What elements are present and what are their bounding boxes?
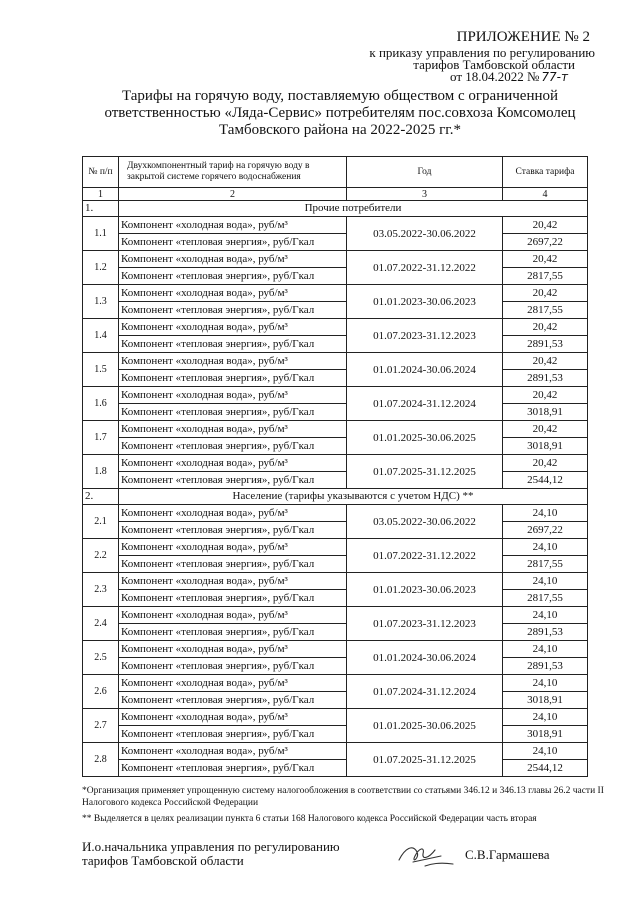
component-thermal-energy: Компонент «тепловая энергия», руб/Гкал xyxy=(119,472,347,489)
tariff-period: 01.07.2024-31.12.2024 xyxy=(347,387,503,421)
rate-cold-water: 20,42 xyxy=(503,319,588,336)
rate-thermal-energy: 2817,55 xyxy=(503,556,588,573)
rate-cold-water: 24,10 xyxy=(503,709,588,726)
tariff-period: 01.07.2025-31.12.2025 xyxy=(347,455,503,489)
table-row xyxy=(83,658,588,675)
rate-cold-water: 20,42 xyxy=(503,285,588,302)
footnote-vat: ** Выделяется в целях реализации пункта 6 статьи 168 Налогового кодекса Российской Федерации часть вторая xyxy=(82,814,537,824)
row-number: 2.6 xyxy=(83,675,119,709)
component-cold-water: Компонент «холодная вода», руб/м³ xyxy=(119,387,347,404)
component-thermal-energy: Компонент «тепловая энергия», руб/Гкал xyxy=(119,404,347,421)
row-number: 1.1 xyxy=(83,217,119,251)
table-row xyxy=(83,336,588,353)
table-row xyxy=(83,370,588,387)
component-cold-water: Компонент «холодная вода», руб/м³ xyxy=(119,743,347,760)
row-number: 2.2 xyxy=(83,539,119,573)
column-number-row xyxy=(83,188,588,201)
table-row xyxy=(83,234,588,251)
section-row xyxy=(83,201,588,217)
rate-thermal-energy: 2544,12 xyxy=(503,760,588,777)
table-row xyxy=(83,455,588,472)
component-cold-water: Компонент «холодная вода», руб/м³ xyxy=(119,641,347,658)
row-number: 1.7 xyxy=(83,421,119,455)
row-number: 1.2 xyxy=(83,251,119,285)
rate-thermal-energy: 2817,55 xyxy=(503,268,588,285)
row-number: 2.1 xyxy=(83,505,119,539)
tariff-period: 01.01.2023-30.06.2023 xyxy=(347,573,503,607)
table-row xyxy=(83,743,588,760)
handwritten-signature xyxy=(395,838,457,872)
table-row xyxy=(83,438,588,455)
order-reference-line2: тарифов Тамбовской области xyxy=(413,57,575,72)
order-reference-line1: к приказу управления по регулированию xyxy=(369,45,595,60)
rate-thermal-energy: 3018,91 xyxy=(503,438,588,455)
component-thermal-energy: Компонент «тепловая энергия», руб/Гкал xyxy=(119,234,347,251)
component-thermal-energy: Компонент «тепловая энергия», руб/Гкал xyxy=(119,726,347,743)
row-number: 2.4 xyxy=(83,607,119,641)
rate-cold-water: 20,42 xyxy=(503,251,588,268)
component-thermal-energy: Компонент «тепловая энергия», руб/Гкал xyxy=(119,370,347,387)
tariff-period: 01.07.2022-31.12.2022 xyxy=(347,251,503,285)
tariff-period: 01.01.2025-30.06.2025 xyxy=(347,421,503,455)
row-number: 1.6 xyxy=(83,387,119,421)
row-number: 1.8 xyxy=(83,455,119,489)
tariff-period: 01.01.2024-30.06.2024 xyxy=(347,353,503,387)
table-row xyxy=(83,302,588,319)
column-number: 3 xyxy=(347,188,503,201)
order-number-handwritten: 77-т xyxy=(541,70,568,84)
tariff-table xyxy=(82,156,588,777)
section-number: 2. xyxy=(83,489,119,505)
document-title xyxy=(100,88,580,139)
component-thermal-energy: Компонент «тепловая энергия», руб/Гкал xyxy=(119,336,347,353)
column-number: 1 xyxy=(83,188,119,201)
component-cold-water: Компонент «холодная вода», руб/м³ xyxy=(119,421,347,438)
header-row xyxy=(83,157,588,188)
row-number: 2.8 xyxy=(83,743,119,777)
table-row xyxy=(83,217,588,234)
rate-thermal-energy: 3018,91 xyxy=(503,726,588,743)
component-thermal-energy: Компонент «тепловая энергия», руб/Гкал xyxy=(119,760,347,777)
footnotes xyxy=(82,785,612,825)
table-row xyxy=(83,539,588,556)
table-row xyxy=(83,590,588,607)
tariff-period: 01.01.2025-30.06.2025 xyxy=(347,709,503,743)
order-date: от 18.04.2022 № xyxy=(449,69,540,84)
component-cold-water: Компонент «холодная вода», руб/м³ xyxy=(119,353,347,370)
table-row xyxy=(83,641,588,658)
tariff-period: 03.05.2022-30.06.2022 xyxy=(347,505,503,539)
component-cold-water: Компонент «холодная вода», руб/м³ xyxy=(119,539,347,556)
row-number: 2.7 xyxy=(83,709,119,743)
rate-thermal-energy: 3018,91 xyxy=(503,404,588,421)
tariff-period: 01.01.2024-30.06.2024 xyxy=(347,641,503,675)
rate-cold-water: 20,42 xyxy=(503,455,588,472)
header-number: № п/п xyxy=(83,157,119,188)
component-cold-water: Компонент «холодная вода», руб/м³ xyxy=(119,285,347,302)
row-number: 1.4 xyxy=(83,319,119,353)
table-row xyxy=(83,624,588,641)
section-row xyxy=(83,489,588,505)
table-row xyxy=(83,760,588,777)
tariff-period: 01.07.2023-31.12.2023 xyxy=(347,319,503,353)
table-row xyxy=(83,387,588,404)
position-line2: тарифов Тамбовской области xyxy=(82,853,244,868)
rate-cold-water: 24,10 xyxy=(503,573,588,590)
header-tariff: Двухкомпонентный тариф на горячую воду в закрытой системе горячего водоснабжения xyxy=(119,157,347,188)
component-thermal-energy: Компонент «тепловая энергия», руб/Гкал xyxy=(119,522,347,539)
table-row xyxy=(83,285,588,302)
component-thermal-energy: Компонент «тепловая энергия», руб/Гкал xyxy=(119,658,347,675)
rate-thermal-energy: 2817,55 xyxy=(503,302,588,319)
component-cold-water: Компонент «холодная вода», руб/м³ xyxy=(119,319,347,336)
table-row xyxy=(83,692,588,709)
title-line2: ответственностью «Ляда-Сервис» потребителям пос.совхоза Комсомолец xyxy=(104,105,576,121)
table-row xyxy=(83,675,588,692)
rate-cold-water: 20,42 xyxy=(503,387,588,404)
header-year: Год xyxy=(347,157,503,188)
tariff-period: 01.01.2023-30.06.2023 xyxy=(347,285,503,319)
table-row xyxy=(83,505,588,522)
signer-name: С.В.Гармашева xyxy=(465,847,550,862)
rate-thermal-energy: 2891,53 xyxy=(503,370,588,387)
tariff-period: 01.07.2022-31.12.2022 xyxy=(347,539,503,573)
component-cold-water: Компонент «холодная вода», руб/м³ xyxy=(119,251,347,268)
rate-thermal-energy: 2891,53 xyxy=(503,624,588,641)
table-row xyxy=(83,319,588,336)
rate-thermal-energy: 2697,22 xyxy=(503,522,588,539)
section-title: Прочие потребители xyxy=(119,201,588,217)
rate-thermal-energy: 2817,55 xyxy=(503,590,588,607)
rate-thermal-energy: 3018,91 xyxy=(503,692,588,709)
rate-thermal-energy: 2544,12 xyxy=(503,472,588,489)
component-cold-water: Компонент «холодная вода», руб/м³ xyxy=(119,709,347,726)
section-number: 1. xyxy=(83,201,119,217)
appendix-title: ПРИЛОЖЕНИЕ № 2 xyxy=(456,29,590,45)
position-line1: И.о.начальника управления по регулированию xyxy=(82,839,340,854)
tariff-period: 03.05.2022-30.06.2022 xyxy=(347,217,503,251)
component-cold-water: Компонент «холодная вода», руб/м³ xyxy=(119,455,347,472)
component-thermal-energy: Компонент «тепловая энергия», руб/Гкал xyxy=(119,556,347,573)
component-cold-water: Компонент «холодная вода», руб/м³ xyxy=(119,505,347,522)
table-row xyxy=(83,607,588,624)
tariff-period: 01.07.2025-31.12.2025 xyxy=(347,743,503,777)
row-number: 2.5 xyxy=(83,641,119,675)
table-row xyxy=(83,353,588,370)
rate-cold-water: 24,10 xyxy=(503,675,588,692)
component-cold-water: Компонент «холодная вода», руб/м³ xyxy=(119,217,347,234)
table-row xyxy=(83,268,588,285)
table-row xyxy=(83,251,588,268)
table-row xyxy=(83,556,588,573)
component-thermal-energy: Компонент «тепловая энергия», руб/Гкал xyxy=(119,624,347,641)
table-row xyxy=(83,421,588,438)
column-number: 4 xyxy=(503,188,588,201)
component-thermal-energy: Компонент «тепловая энергия», руб/Гкал xyxy=(119,438,347,455)
table-row xyxy=(83,522,588,539)
component-thermal-energy: Компонент «тепловая энергия», руб/Гкал xyxy=(119,268,347,285)
signatory-position xyxy=(82,840,340,868)
table-row xyxy=(83,709,588,726)
rate-cold-water: 24,10 xyxy=(503,743,588,760)
title-line1: Тарифы на горячую воду, поставляемую обществом с ограниченной xyxy=(121,88,559,104)
column-number: 2 xyxy=(119,188,347,201)
rate-thermal-energy: 2697,22 xyxy=(503,234,588,251)
row-number: 1.5 xyxy=(83,353,119,387)
tariff-period: 01.07.2023-31.12.2023 xyxy=(347,607,503,641)
header-rate: Ставка тарифа xyxy=(503,157,588,188)
component-cold-water: Компонент «холодная вода», руб/м³ xyxy=(119,607,347,624)
title-line3: Тамбовского района на 2022-2025 гг.* xyxy=(219,122,461,138)
rate-thermal-energy: 2891,53 xyxy=(503,658,588,675)
table-header xyxy=(83,157,588,188)
rate-thermal-energy: 2891,53 xyxy=(503,336,588,353)
section-title: Население (тарифы указываются с учетом НДС) ** xyxy=(119,489,588,505)
rate-cold-water: 20,42 xyxy=(503,421,588,438)
component-thermal-energy: Компонент «тепловая энергия», руб/Гкал xyxy=(119,692,347,709)
order-date-line xyxy=(450,70,568,84)
component-cold-water: Компонент «холодная вода», руб/м³ xyxy=(119,675,347,692)
rate-cold-water: 20,42 xyxy=(503,353,588,370)
rate-cold-water: 24,10 xyxy=(503,641,588,658)
footnote-tax-system: *Организация применяет упрощенную систему налогообложения в соответствии со статьями 346.12 и 346.13 главы 26.2 части II Налогового кодекса Российской Федерации xyxy=(82,786,604,808)
table-row xyxy=(83,404,588,421)
component-thermal-energy: Компонент «тепловая энергия», руб/Гкал xyxy=(119,590,347,607)
rate-cold-water: 24,10 xyxy=(503,505,588,522)
rate-cold-water: 24,10 xyxy=(503,539,588,556)
table-row xyxy=(83,573,588,590)
row-number: 1.3 xyxy=(83,285,119,319)
table-row xyxy=(83,472,588,489)
row-number: 2.3 xyxy=(83,573,119,607)
component-cold-water: Компонент «холодная вода», руб/м³ xyxy=(119,573,347,590)
tariff-period: 01.07.2024-31.12.2024 xyxy=(347,675,503,709)
rate-cold-water: 24,10 xyxy=(503,607,588,624)
table-row xyxy=(83,726,588,743)
table-body xyxy=(83,188,588,777)
rate-cold-water: 20,42 xyxy=(503,217,588,234)
component-thermal-energy: Компонент «тепловая энергия», руб/Гкал xyxy=(119,302,347,319)
